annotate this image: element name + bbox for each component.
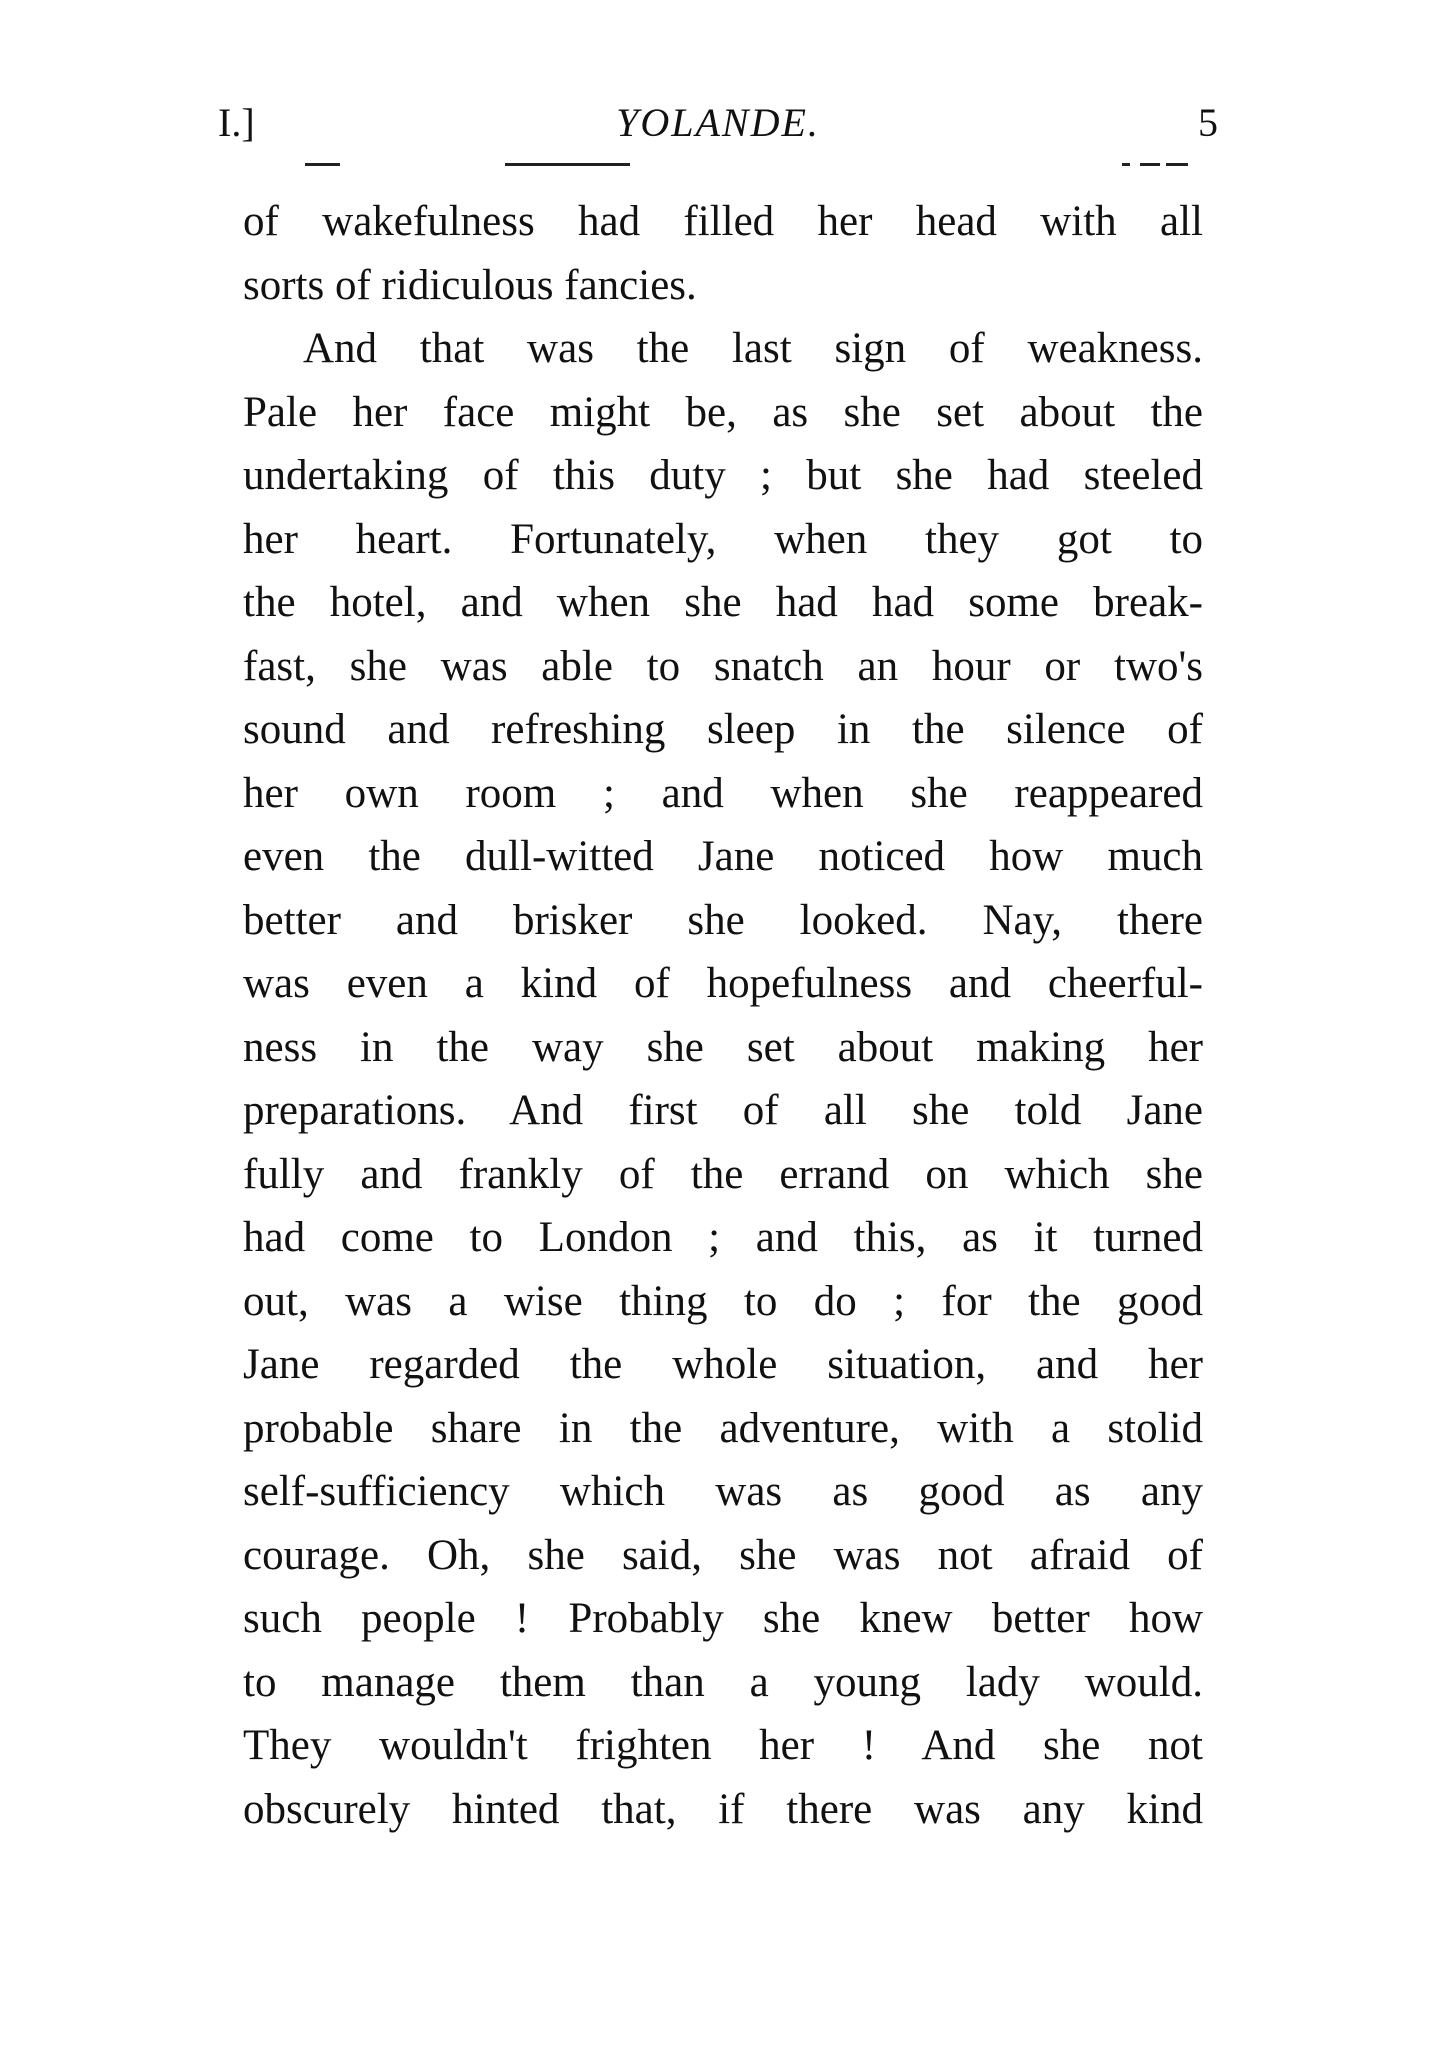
- running-title: YOLANDE.: [616, 100, 820, 145]
- text-line: ness in the way she set about making her: [243, 1023, 1203, 1071]
- text-line: fully and frankly of the errand on which she: [243, 1150, 1203, 1198]
- text-line: self-sufficiency which was as good as any: [243, 1468, 1203, 1515]
- text-line: of wakefulness had filled her head with all: [243, 198, 1203, 245]
- text-line: They wouldn't frighten her ! And she not: [243, 1722, 1203, 1769]
- text-line: her heart. Fortunately, when they got to: [243, 515, 1203, 563]
- chapter-number: I.]: [218, 100, 255, 145]
- running-header: [218, 98, 1218, 148]
- text-line: sound and refreshing sleep in the silence of: [243, 706, 1203, 753]
- text-line: Pale her face might be, as she set about the: [243, 388, 1203, 436]
- text-line: fast, she was able to snatch an hour or two's: [243, 642, 1203, 690]
- text-line: Jane regarded the whole situation, and her: [243, 1341, 1203, 1388]
- text-line: to manage them than a young lady would.: [243, 1658, 1203, 1706]
- rule-segment: [1122, 163, 1130, 166]
- text-line: better and brisker she looked. Nay, there: [243, 896, 1203, 944]
- rule-segment: [305, 163, 340, 166]
- rule-segment: [1140, 163, 1160, 166]
- text-line: was even a kind of hopefulness and cheerful-: [243, 960, 1203, 1007]
- text-line: courage. Oh, she said, she was not afraid of: [243, 1531, 1203, 1579]
- text-line: the hotel, and when she had had some break-: [243, 579, 1203, 626]
- text-line: probable share in the adventure, with a stolid: [243, 1404, 1203, 1452]
- text-line: And that was the last sign of weakness.: [303, 325, 1203, 372]
- text-line: undertaking of this duty ; but she had steeled: [243, 452, 1203, 499]
- text-line: out, was a wise thing to do ; for the good: [243, 1277, 1203, 1325]
- text-line: even the dull-witted Jane noticed how much: [243, 833, 1203, 880]
- text-line: such people ! Probably she knew better how: [243, 1595, 1203, 1642]
- body-text: [243, 190, 1203, 1841]
- text-line: had come to London ; and this, as it turned: [243, 1214, 1203, 1261]
- text-line: her own room ; and when she reappeared: [243, 769, 1203, 817]
- text-line: obscurely hinted that, if there was any kind: [243, 1785, 1203, 1833]
- text-line: preparations. And first of all she told Jane: [243, 1087, 1203, 1134]
- text-line: sorts of ridiculous fancies.: [243, 261, 697, 309]
- rule-segment: [505, 163, 630, 166]
- rule-segment: [1166, 163, 1188, 166]
- header-rule: [0, 163, 1445, 167]
- page-number: 5: [1198, 100, 1218, 145]
